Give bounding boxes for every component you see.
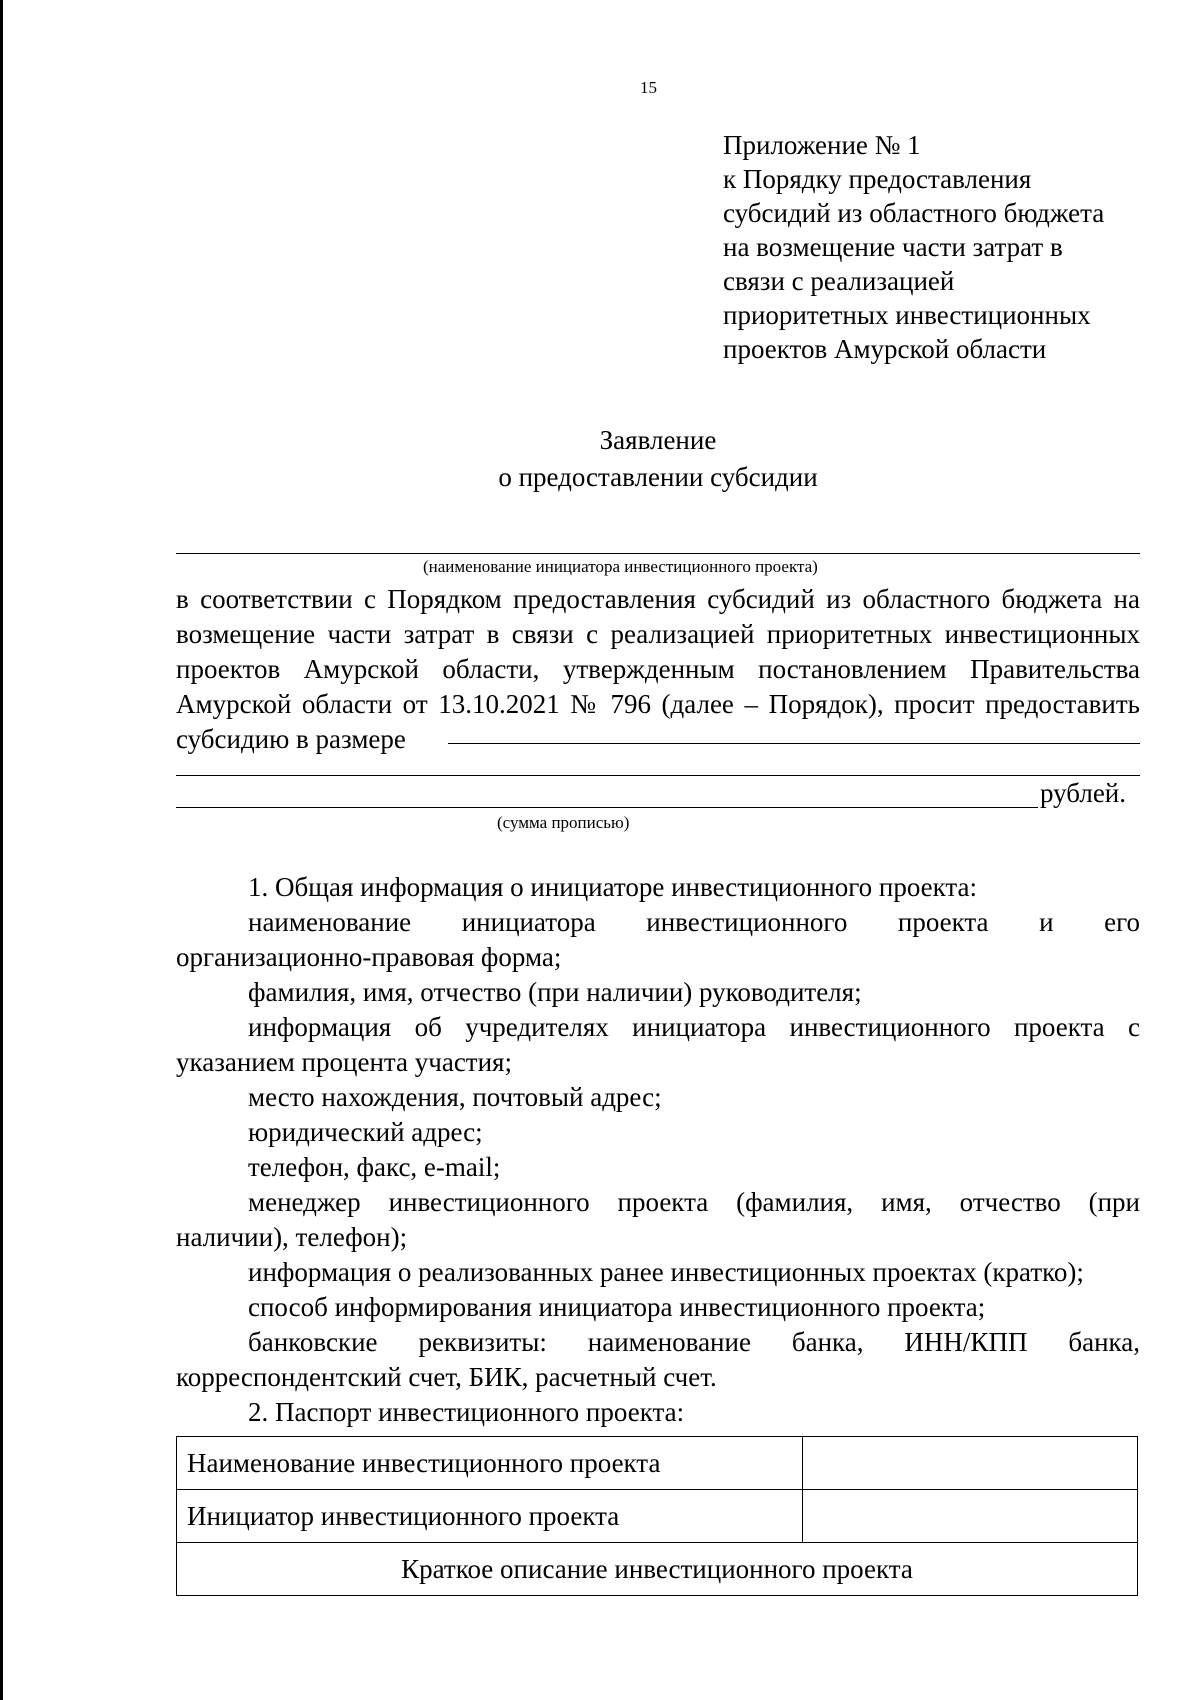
appendix-line: к Порядку предоставления	[723, 164, 1032, 194]
body-line: в соответствии с Порядком предоставления субсидий из областного бюджета на	[176, 584, 1140, 614]
table-row	[177, 1543, 1138, 1596]
table-row	[177, 1490, 1138, 1543]
appendix-line: на возмещение части затрат в	[723, 232, 1063, 262]
page-edge-scan-line	[0, 0, 3, 1700]
appendix-line: Приложение № 1	[723, 130, 921, 160]
list-item: организационно-правовая форма;	[176, 942, 562, 972]
appendix-line: проектов Амурской области	[723, 334, 1047, 364]
table-cell-section-heading: Краткое описание инвестиционного проекта	[177, 1543, 1138, 1596]
body-line: проектов Амурской области, утвержденным постановлением Правительства	[176, 654, 1140, 684]
initiator-name-field-line[interactable]	[176, 553, 1140, 554]
passport-table	[176, 1436, 1138, 1596]
body-line: субсидию в размере	[176, 724, 406, 754]
document-title: Заявление	[599, 425, 717, 455]
body-line: возмещение части затрат в связи с реализацией приоритетных инвестиционных	[176, 619, 1140, 649]
table-cell-value[interactable]	[803, 1437, 1138, 1490]
table-cell-label: Инициатор инвестиционного проекта	[177, 1490, 803, 1543]
list-item: наименование инициатора инвестиционного проекта и его	[248, 907, 1140, 937]
list-item: банковские реквизиты: наименование банка, ИНН/КПП банка,	[248, 1327, 1140, 1357]
document-subtitle: о предоставлении субсидии	[498, 462, 818, 492]
appendix-line: связи с реализацией	[723, 266, 955, 296]
list-item: способ информирования инициатора инвестиционного проекта;	[248, 1292, 986, 1322]
list-item: указанием процента участия;	[176, 1047, 512, 1077]
appendix-line: приоритетных инвестиционных	[723, 300, 1091, 330]
table-cell-value[interactable]	[803, 1490, 1138, 1543]
list-item: информация о реализованных ранее инвестиционных проектах (кратко);	[248, 1257, 1084, 1287]
rubles-label: рублей.	[1040, 778, 1127, 808]
list-item: юридический адрес;	[248, 1117, 483, 1147]
table-row	[177, 1437, 1138, 1490]
body-line: Амурской области от 13.10.2021 № 796 (далее – Порядок), просит предоставить	[176, 689, 1140, 719]
list-item: менеджер инвестиционного проекта (фамилия, имя, отчество (при	[248, 1187, 1140, 1217]
table-cell-label: Наименование инвестиционного проекта	[177, 1437, 803, 1490]
list-item: телефон, факс, e-mail;	[248, 1152, 501, 1182]
appendix-line: субсидий из областного бюджета	[723, 198, 1105, 228]
appendix-header	[723, 128, 1163, 366]
amount-in-words-field-line-2[interactable]	[176, 807, 1038, 808]
section-2-heading: 2. Паспорт инвестиционного проекта:	[248, 1397, 685, 1427]
subsidy-amount-field-line[interactable]	[448, 743, 1140, 744]
amount-in-words-caption: (сумма прописью)	[497, 813, 630, 832]
list-item: корреспондентский счет, БИК, расчетный счет.	[176, 1362, 717, 1392]
initiator-name-caption: (наименование инициатора инвестиционного проекта)	[423, 557, 818, 576]
list-item: информация об учредителях инициатора инвестиционного проекта с	[248, 1012, 1140, 1042]
list-item: фамилия, имя, отчество (при наличии) руководителя;	[248, 977, 862, 1007]
list-item: место нахождения, почтовый адрес;	[248, 1082, 662, 1112]
page-number: 15	[640, 78, 657, 97]
section-1-heading: 1. Общая информация о инициаторе инвестиционного проекта:	[248, 872, 978, 902]
amount-in-words-field-line[interactable]	[176, 775, 1140, 776]
list-item: наличии), телефон);	[176, 1222, 408, 1252]
